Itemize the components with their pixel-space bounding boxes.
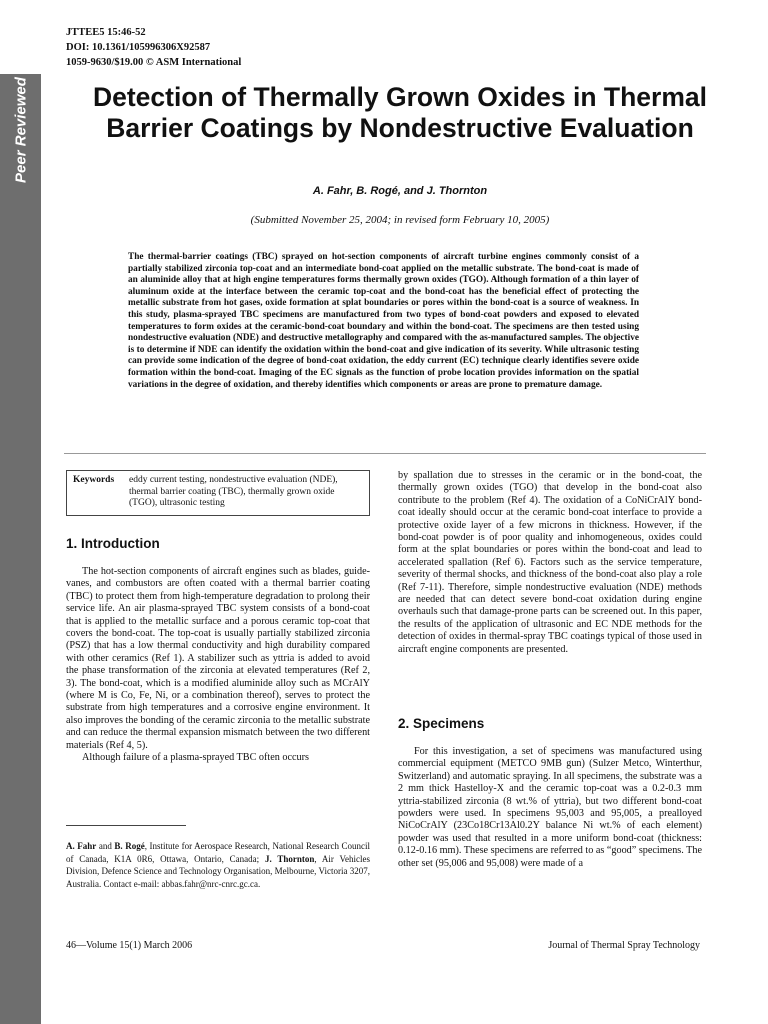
- meta-doi: DOI: 10.1361/105996306X92587: [66, 42, 211, 53]
- keywords-label: Keywords: [73, 475, 115, 485]
- footnote-divider: [66, 825, 186, 826]
- intro-body: [66, 566, 370, 765]
- peer-reviewed-label: [0, 74, 41, 186]
- specimens-paragraph-1: For this investigation, a set of specimens was manufactured using commercial equipment (METCO 9MB gun) (Sulzer Metco, Winterthur, Switzerland) and automatic spraying. In all specimens, the substrate was a 2 mm thick Hastelloy-X and the ceramic top-coat was a 0.2-0.3 mm yttria-stabilized zirconia (8 wt.% of yttria), but two different bond-coat powders were used. In specimens 95,003 and 95,005, a prealloyed NiCoCrAlY (23Co18Cr13Al0.2Y balance Ni wt.% of each element) powder was used that resulted in a more uniform bond-coat (thickness: 0.12-0.16 mm). These specimens are referred to as “good” specimens. The other set (95,006 and 95,008) were made of a: [398, 746, 703, 869]
- sidebar-band: [0, 74, 41, 1024]
- footnote-and: and: [96, 841, 115, 851]
- footnote-affiliation-1: , Institute for Aerospace Research, National Research Council of Canada, K1A 0R6, Ottawa, Ontario, Canada;: [66, 841, 371, 864]
- footnote-author-2: B. Rogé: [114, 841, 145, 851]
- meta-code: JTTEE5 15:46-52: [66, 27, 146, 38]
- page-footer-left: 46—Volume 15(1) March 2006: [66, 940, 193, 951]
- specimens-body: [398, 746, 702, 870]
- article-authors: A. Fahr, B. Rogé, and J. Thornton: [312, 185, 488, 197]
- submission-dates: (Submitted November 25, 2004; in revised form February 10, 2005): [250, 214, 550, 226]
- meta-issn: 1059-9630/$19.00 © ASM International: [66, 57, 242, 68]
- specimens-heading: 2. Specimens: [398, 716, 485, 731]
- keywords-box: [66, 470, 370, 516]
- intro-paragraph-1: The hot-section components of aircraft engines such as blades, guide-vanes, and combustors are often coated with a thermal barrier coating (TBC) to protect them from high-temperature degradation to prolong their service life. An air plasma-sprayed TBC system consists of a bond-coat that is applied to the metallic surface and a porous ceramic top-coat that covers the bond-coat. The top-coat is usually partially stabilized zirconia (PSZ) that has a low thermal conductivity and high durability compared with other ceramics (Ref 1). A stabilizer such as yttria is added to avoid the phase transformation of the zirconia at elevated temperatures (Ref 2, 3). The bond-coat, which is a modified aluminide alloy such as MCrAlY (where M is Co, Fe, Ni, or a combination thereof), serves to protect the substrate from high temperatures and a corrosive engine environment. It also improves the bonding of the ceramic zirconia to the metallic substrate and can reduce the thermal expansion mismatch between the two different materials (Ref 4, 5).: [66, 566, 370, 751]
- journal-meta: [66, 25, 241, 70]
- peer-reviewed-text: Peer Reviewed: [12, 77, 29, 183]
- keywords-text: eddy current testing, nondestructive evaluation (NDE), thermal barrier coating (TBC), thermally grown oxide (TGO), ultrasonic testing: [129, 475, 338, 508]
- article-title: Detection of Thermally Grown Oxides in Thermal Barrier Coatings by Nondestructive Evaluation: [92, 82, 708, 143]
- right-column-top: [398, 470, 702, 656]
- intro-heading: 1. Introduction: [66, 536, 160, 551]
- footnote-affiliation-2: , Air Vehicles Division, Defence Science and Technology Organisation, Melbourne, Victoria 3207, Australia. Contact e-mail: abbas.fahr@nrc-cnrc.gc.ca.: [66, 853, 370, 889]
- footnote-author-1: A. Fahr: [66, 841, 97, 851]
- abstract: The thermal-barrier coatings (TBC) sprayed on hot-section components of aircraft turbine engines commonly consist of a partially stabilized zirconia top-coat and an intermediate bond-coat applied on the metallic substrate. The bond-coat is made of an aluminide alloy that at high engine temperatures forms thermally grown oxides (TGO). Although formation of a thin layer of aluminum oxide at the interface between the ceramic top-coat and the bond-coat has the beneficial effect of protecting the metallic substrate from hot gases, oxide formation at splat boundaries or pores within the bond-coat is a source of weakness. In this study, plasma-sprayed TBC specimens are manufactured from two types of bond-coat powders and exposed to elevated temperatures to form oxides at the ceramic-bond-coat boundary and within the bond-coat. The specimens are then tested using nondestructive evaluation (NDE) and destructive metallography and compared with the as-manufactured samples. The objective is to determine if NDE can identify the oxidation within the bond-coat and give indication of its severity. While ultrasonic testing can provide some indication of the degree of bond-coat oxidation, the eddy current (EC) technique clearly identifies severe oxide formation within the bond-coat. Imaging of the EC signals as the function of probe location provides information on the spatial variations in the degree of oxidation, and thereby identifies which components or areas are prone to premature damage.: [128, 252, 639, 390]
- author-footnote: [66, 840, 370, 890]
- abstract-divider: [64, 453, 706, 454]
- intro-paragraph-2: Although failure of a plasma-sprayed TBC often occurs: [82, 752, 309, 764]
- page-footer-right: Journal of Thermal Spray Technology: [548, 940, 700, 951]
- footnote-author-3: J. Thornton: [264, 853, 315, 864]
- right-paragraph-1: by spallation due to stresses in the ceramic or in the bond-coat, the thermally grown oxides (TGO) that develop in the bond-coat also contribute to the problem (Ref 4). The oxidation of a CoNiCrAlY bond-coat ideally should occur at the ceramic bond-coat interface to provide a protective oxide layer of a few microns in thickness. However, if the bond-coat powder is of poor quality and inhomogeneous, oxides could form at the splat boundaries or pores within the bond-coat and lead to accelerated spallation (Ref 6). Factors such as the service temperature, severity of thermal shocks, and thickness of the bond-coat also play a role (Ref 7-11). Therefore, simple nondestructive evaluation (NDE) methods are needed that can detect severe bond-coat oxidation during engine overhauls such that damage-prone parts can be screened out. In this paper, the results of the application of ultrasonic and EC NDE methods for the detection of oxides in thermal-spray TBC coatings typical of those used in aircraft engine components are presented.: [398, 470, 702, 655]
